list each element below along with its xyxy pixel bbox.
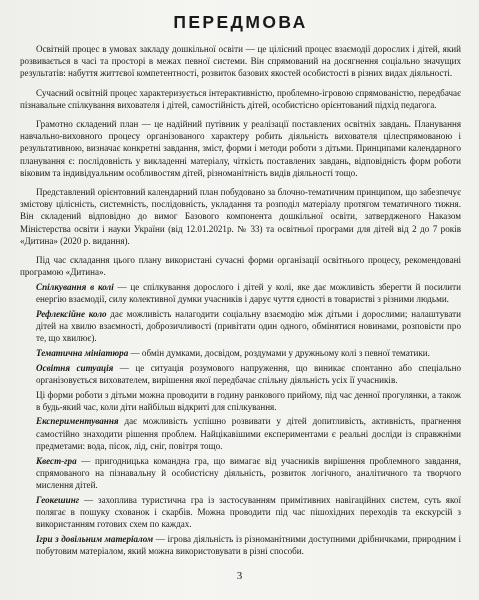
page-title: ПЕРЕДМОВА: [173, 12, 308, 32]
paragraph: Під час складання цього плану використані сучасні форми організації освітнього процесу, рекомендовані програмою «Дитина».: [20, 255, 461, 278]
definition-text: дає можливість успішно розвивати у дітей допитливість, активність, прагнення самостійно знаходити рішення проблем. Найцікавішими експериментами є реальні досліди із справжніми предметами: вода, пісок, лід, сніг, повітря тощо.: [36, 416, 461, 451]
definition-text: — захоплива туристична гра із застосуванням примітивних навігаційних систем, суть якої полягає в пошуку схованок і скарбів. Можна проводити під час пішохідних переходів та екскурсій з використанням готових схем по каждах.: [36, 494, 461, 530]
definition-text: — ігрова діяльність із різноманітними доступними дрібничками, природним і побутовим матеріалом, який можна використовувати в різні способи.: [36, 533, 461, 557]
paragraph: Грамотно складений план — це надійний путівник у реалізації поставлених освітніх завдань. Планування навчально-виховного процесу організованого характеру робить діяльність вихователя цілеспрямованою і результативною, визначає конкретні завдання, зміст, форми і методи роботи з дітьми. Принципами календарного планування є: послідовність у викладенні матеріалу, чіткість поставлених завдань, відповідність форм роботи віковим та індивідуальним особливостям дітей, різноманітність видів діяльності тощо.: [20, 119, 461, 178]
definition-item: [20, 389, 461, 413]
definition-term: Спілкування в колі: [36, 281, 114, 292]
page-number: 3: [236, 570, 243, 582]
definition-text: — це спілкування дорослого і дітей у колі, яке дає можливість зберегти й посилити енергію взаємодії, силу колективної думки учасників і дарує чуття єдності в товаристві з різними людьми.: [36, 281, 461, 305]
definition-text: — обмін думками, досвідом, роздумами у дружньому колі з певної тематики.: [128, 347, 430, 358]
paragraph: Освітній процес в умовах закладу дошкільної освіти — це цілісний процес взаємодії дорослих і дітей, який розвивається в часі та просторі в межах певної системи. Він спрямований на досягнення соціально значущих результатів: набуття життєвої компетентності, розвиток базових якостей особистості в різних видах діяльності.: [20, 44, 461, 79]
definition-term: Освітня ситуація: [36, 362, 114, 373]
definition-text: — це ситуація розумового напруження, що виникає спонтанно або спеціально організовується вихователем, вирішення якої передбачає спільну діяльність усіх її учасників.: [36, 362, 461, 385]
definition-text: Ці форми роботи з дітьми можна проводити в годину ранкового прийому, під час денної прогулянки, а також в будь-який час, коли діти найбільш відкриті для спілкування.: [36, 389, 461, 412]
paragraph: Сучасний освітній процес характеризується інтерактивністю, проблемно-ігровою спрямованістю, передбачає пізнавальне спілкування вихователя і дітей, самостійність дітей, особистісно орієнтований підхід педагога.: [20, 87, 461, 110]
definition-item: [20, 347, 461, 359]
paragraph: Представлений орієнтовний календарний план побудовано за блочно-тематичним принципом, що забезпечує змістову цілісність, системність, послідовність, укладання та розподіл матеріалу протягом тематичного тижня. Він складений відповідно до вимог Базового компонента дошкільної освіти, затвердженого Наказом Міністерства освіти і науки України (від 12.01.2021р. № 33) та освітньої програми для дітей від 2 до 7 років «Дитина» (2020 р. видання).: [20, 187, 461, 246]
definition-term: Квест-гра: [36, 455, 77, 466]
definition-term: Експериментування: [36, 416, 119, 427]
definition-item: [20, 455, 461, 492]
definition-item: [20, 308, 461, 345]
definition-term: Тематична мініатюра: [36, 347, 129, 358]
definition-item: [20, 415, 461, 452]
definition-item: [20, 494, 461, 531]
definition-item: [20, 362, 461, 386]
definition-text: — пригодницька командна гра, що вимагає від учасників вирішення проблемного завдання, спрямованого на пізнавальну й особистісну діяльність, розвиток логічного, аналітичного та творчого мислення дітей.: [36, 455, 461, 490]
definition-item: [20, 281, 461, 305]
definition-term: Геокешинг: [36, 494, 80, 505]
definition-text: дає можливість налагодити соціальну взаємодію між дітьми і дорослими; налаштувати дітей на хвилю взаємності, доброзичливості (привітати один одного, обмінятися новинами, розповісти про те, що хвилює).: [36, 308, 461, 344]
definition-item: [20, 533, 461, 557]
definition-term: Ігри з довільним матеріалом: [36, 533, 154, 544]
definition-term: Рефлексійне коло: [36, 308, 107, 319]
